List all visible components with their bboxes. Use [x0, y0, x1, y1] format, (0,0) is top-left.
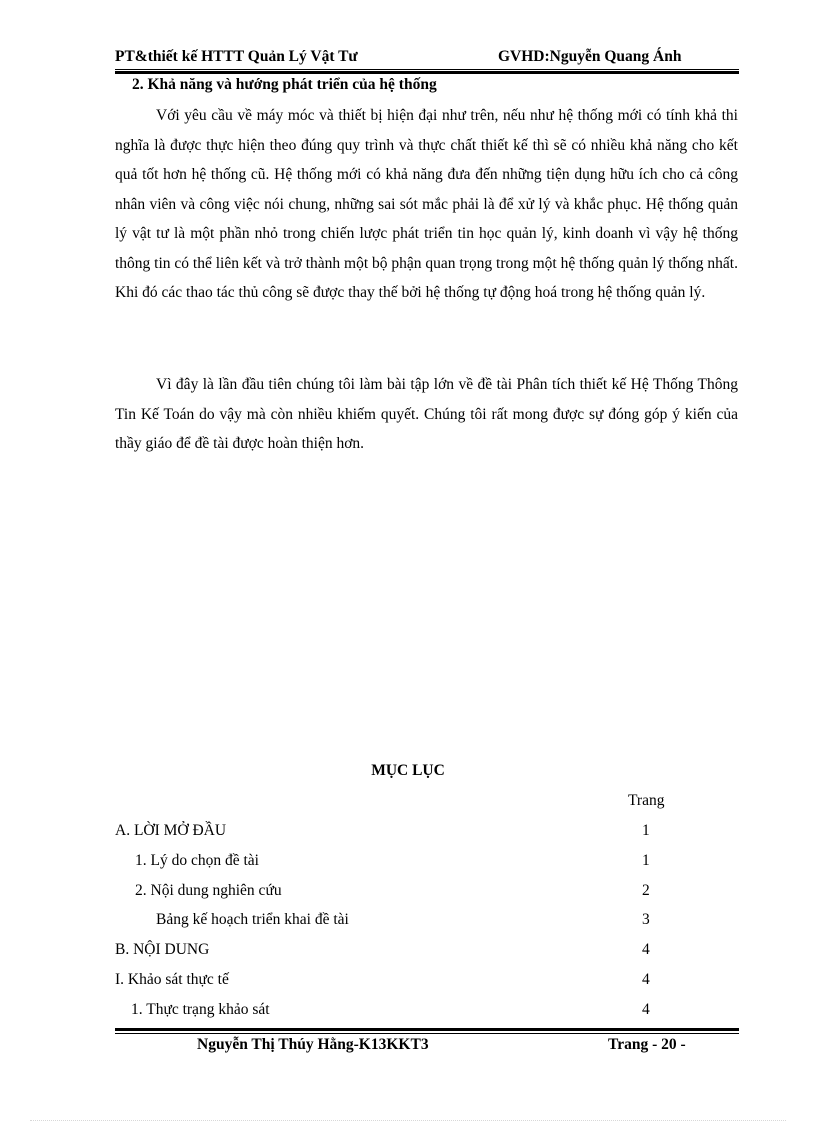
toc-entry-page: 1: [642, 852, 650, 869]
footer-rule-thick: [115, 1028, 739, 1031]
section-title: 2. Khả năng và hướng phát triển của hệ thống: [132, 76, 437, 93]
header-document-title: PT&thiết kế HTTT Quản Lý Vật Tư: [115, 48, 358, 65]
toc-entry-page: 3: [642, 911, 650, 928]
footer-rule-thin: [115, 1033, 739, 1034]
toc-entry-page: 4: [642, 941, 650, 958]
header-supervisor: GVHD:Nguyễn Quang Ánh: [498, 48, 682, 65]
toc-entry: [0, 911, 816, 935]
toc-entry: [0, 1001, 816, 1025]
toc-entry-label: 1. Thực trạng khảo sát: [131, 1001, 270, 1018]
footer-page-number: Trang - 20 -: [608, 1036, 686, 1053]
toc-entry-label: A. LỜI MỞ ĐẦU: [115, 822, 227, 839]
header-rule-thick: [115, 71, 739, 74]
toc-entry-label: 1. Lý do chọn đề tài: [135, 852, 259, 869]
body-paragraph-2: Vì đây là lần đầu tiên chúng tôi làm bài tập lớn về đề tài Phân tích thiết kế Hệ Thống Thông Tin Kế Toán do vậy mà còn nhiều khiếm quyết. Chúng tôi rất mong được sự đóng góp ý kiến của thầy giáo để đề tài được hoàn thiện hơn.: [115, 376, 738, 452]
body-paragraph-1: Với yêu cầu về máy móc và thiết bị hiện đại như trên, nếu như hệ thống mới có tính khả thi nghĩa là được thực hiện theo đúng quy trình và thực chất thiết kế thì sẽ có nhiều khả năng cho kết quả tốt hơn hệ thống cũ. Hệ thống mới có khả năng đưa đến những tiện dụng hữu ích cho cả công nhân viên và công việc nói chung, những sai sót mắc phải là để xử lý và khắc phục. Hệ thống quản lý vật tư là một phần nhỏ trong chiến lược phát triển tin học quản lý, kinh doanh vì vậy hệ thống thông tin có thể liên kết và trở thành một bộ phận quan trọng trong một hệ thống quản lý thống nhất. Khi đó các thao tác thủ công sẽ được thay thế bởi hệ thống tự động hoá trong hệ thống quản lý.: [115, 107, 738, 301]
toc-entry-page: 4: [642, 1001, 650, 1018]
toc-title: MỤC LỤC: [371, 762, 445, 779]
toc-page-column-header: Trang: [628, 792, 665, 809]
toc-entry: [0, 971, 816, 995]
page-footer: [115, 1036, 739, 1060]
header-rule-thin: [115, 69, 739, 70]
toc-entry-label: I. Khảo sát thực tế: [115, 971, 229, 988]
toc-entry-page: 2: [642, 882, 650, 899]
toc-entry-label: 2. Nội dung nghiên cứu: [135, 882, 282, 899]
toc-entry: [0, 941, 816, 965]
toc-entry-page: 4: [642, 971, 650, 988]
toc-entry: [0, 822, 816, 846]
footer-author: Nguyễn Thị Thúy Hằng-K13KKT3: [197, 1036, 429, 1053]
toc-entry-label: Bảng kế hoạch triển khai đề tài: [156, 911, 349, 928]
toc-entry-page: 1: [642, 822, 650, 839]
toc-entry-label: B. NỘI DUNG: [115, 941, 210, 958]
page-bottom-edge: [30, 1120, 786, 1121]
toc-entry: [0, 852, 816, 876]
toc-entry: [0, 882, 816, 906]
